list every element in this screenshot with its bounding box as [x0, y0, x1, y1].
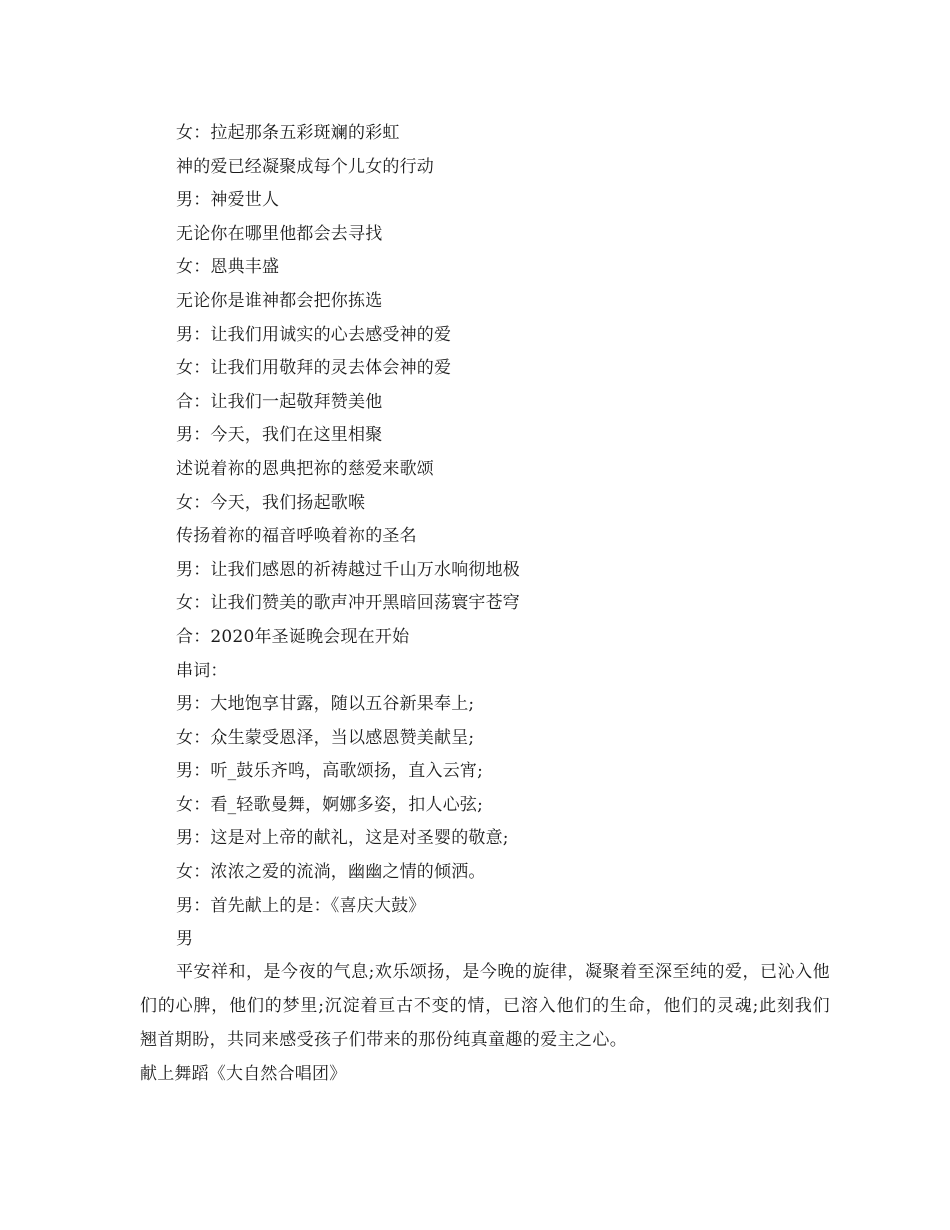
script-line: 男：今天，我们在这里相聚: [176, 425, 383, 446]
script-line: 男：听_鼓乐齐鸣，高歌颂扬，直入云宵;: [176, 761, 484, 782]
script-line: 串词：: [176, 660, 228, 681]
script-line: 男：让我们用诚实的心去感受神的爱: [176, 324, 452, 345]
script-line: 男: [176, 929, 194, 950]
script-line: 女：让我们赞美的歌声冲开黑暗回荡寰宇苍穹: [176, 593, 520, 614]
script-line: 传扬着祢的福音呼唤着祢的圣名: [176, 526, 417, 547]
script-line: 神的爱已经凝聚成每个儿女的行动: [176, 156, 434, 177]
script-line: 无论你在哪里他都会去寻找: [176, 223, 383, 244]
closing-line: 献上舞蹈《大自然合唱团》: [140, 1064, 347, 1084]
script-line: 男：神爱世人: [176, 190, 280, 211]
script-line: 女：众生蒙受恩泽，当以感恩赞美献呈;: [176, 727, 475, 748]
script-line: 女：恩典丰盛: [176, 257, 280, 278]
script-line: 男：让我们感恩的祈祷越过千山万水响彻地极: [176, 559, 520, 580]
script-line: 女：让我们用敬拜的灵去体会神的爱: [176, 358, 452, 379]
narration-paragraph: 平安祥和，是今夜的气息;欢乐颂扬，是今晚的旋律，凝聚着至深至纯的爱，已沁入他们的心脾，他们的梦里;沉淀着亘古不变的情，已溶入他们的生命，他们的灵魂;此刻我们翘首期盼，共同来感受孩子们带来的那份纯真童趣的爱主之心。: [140, 962, 830, 1050]
script-line: 女：看_轻歌曼舞，婀娜多姿，扣人心弦;: [176, 794, 484, 815]
script-lines: [176, 117, 836, 957]
script-line: 男：首先献上的是：《喜庆大鼓》: [176, 895, 426, 916]
script-line: 合：让我们一起敬拜赞美他: [176, 391, 383, 412]
script-line: 男：这是对上帝的献礼，这是对圣婴的敬意;: [176, 828, 509, 849]
script-line: 男：大地饱享甘露，随以五谷新果奉上;: [176, 694, 475, 715]
script-line: 无论你是谁神都会把你拣选: [176, 290, 383, 311]
script-line: 女：拉起那条五彩斑斓的彩虹: [176, 123, 400, 143]
script-line: 合：2020年圣诞晚会现在开始: [176, 626, 410, 647]
script-line: 述说着祢的恩典把祢的慈爱来歌颂: [176, 458, 434, 479]
script-line: 女：浓浓之爱的流淌，幽幽之情的倾洒。: [176, 862, 486, 883]
script-line: 女：今天，我们扬起歌喉: [176, 492, 366, 513]
